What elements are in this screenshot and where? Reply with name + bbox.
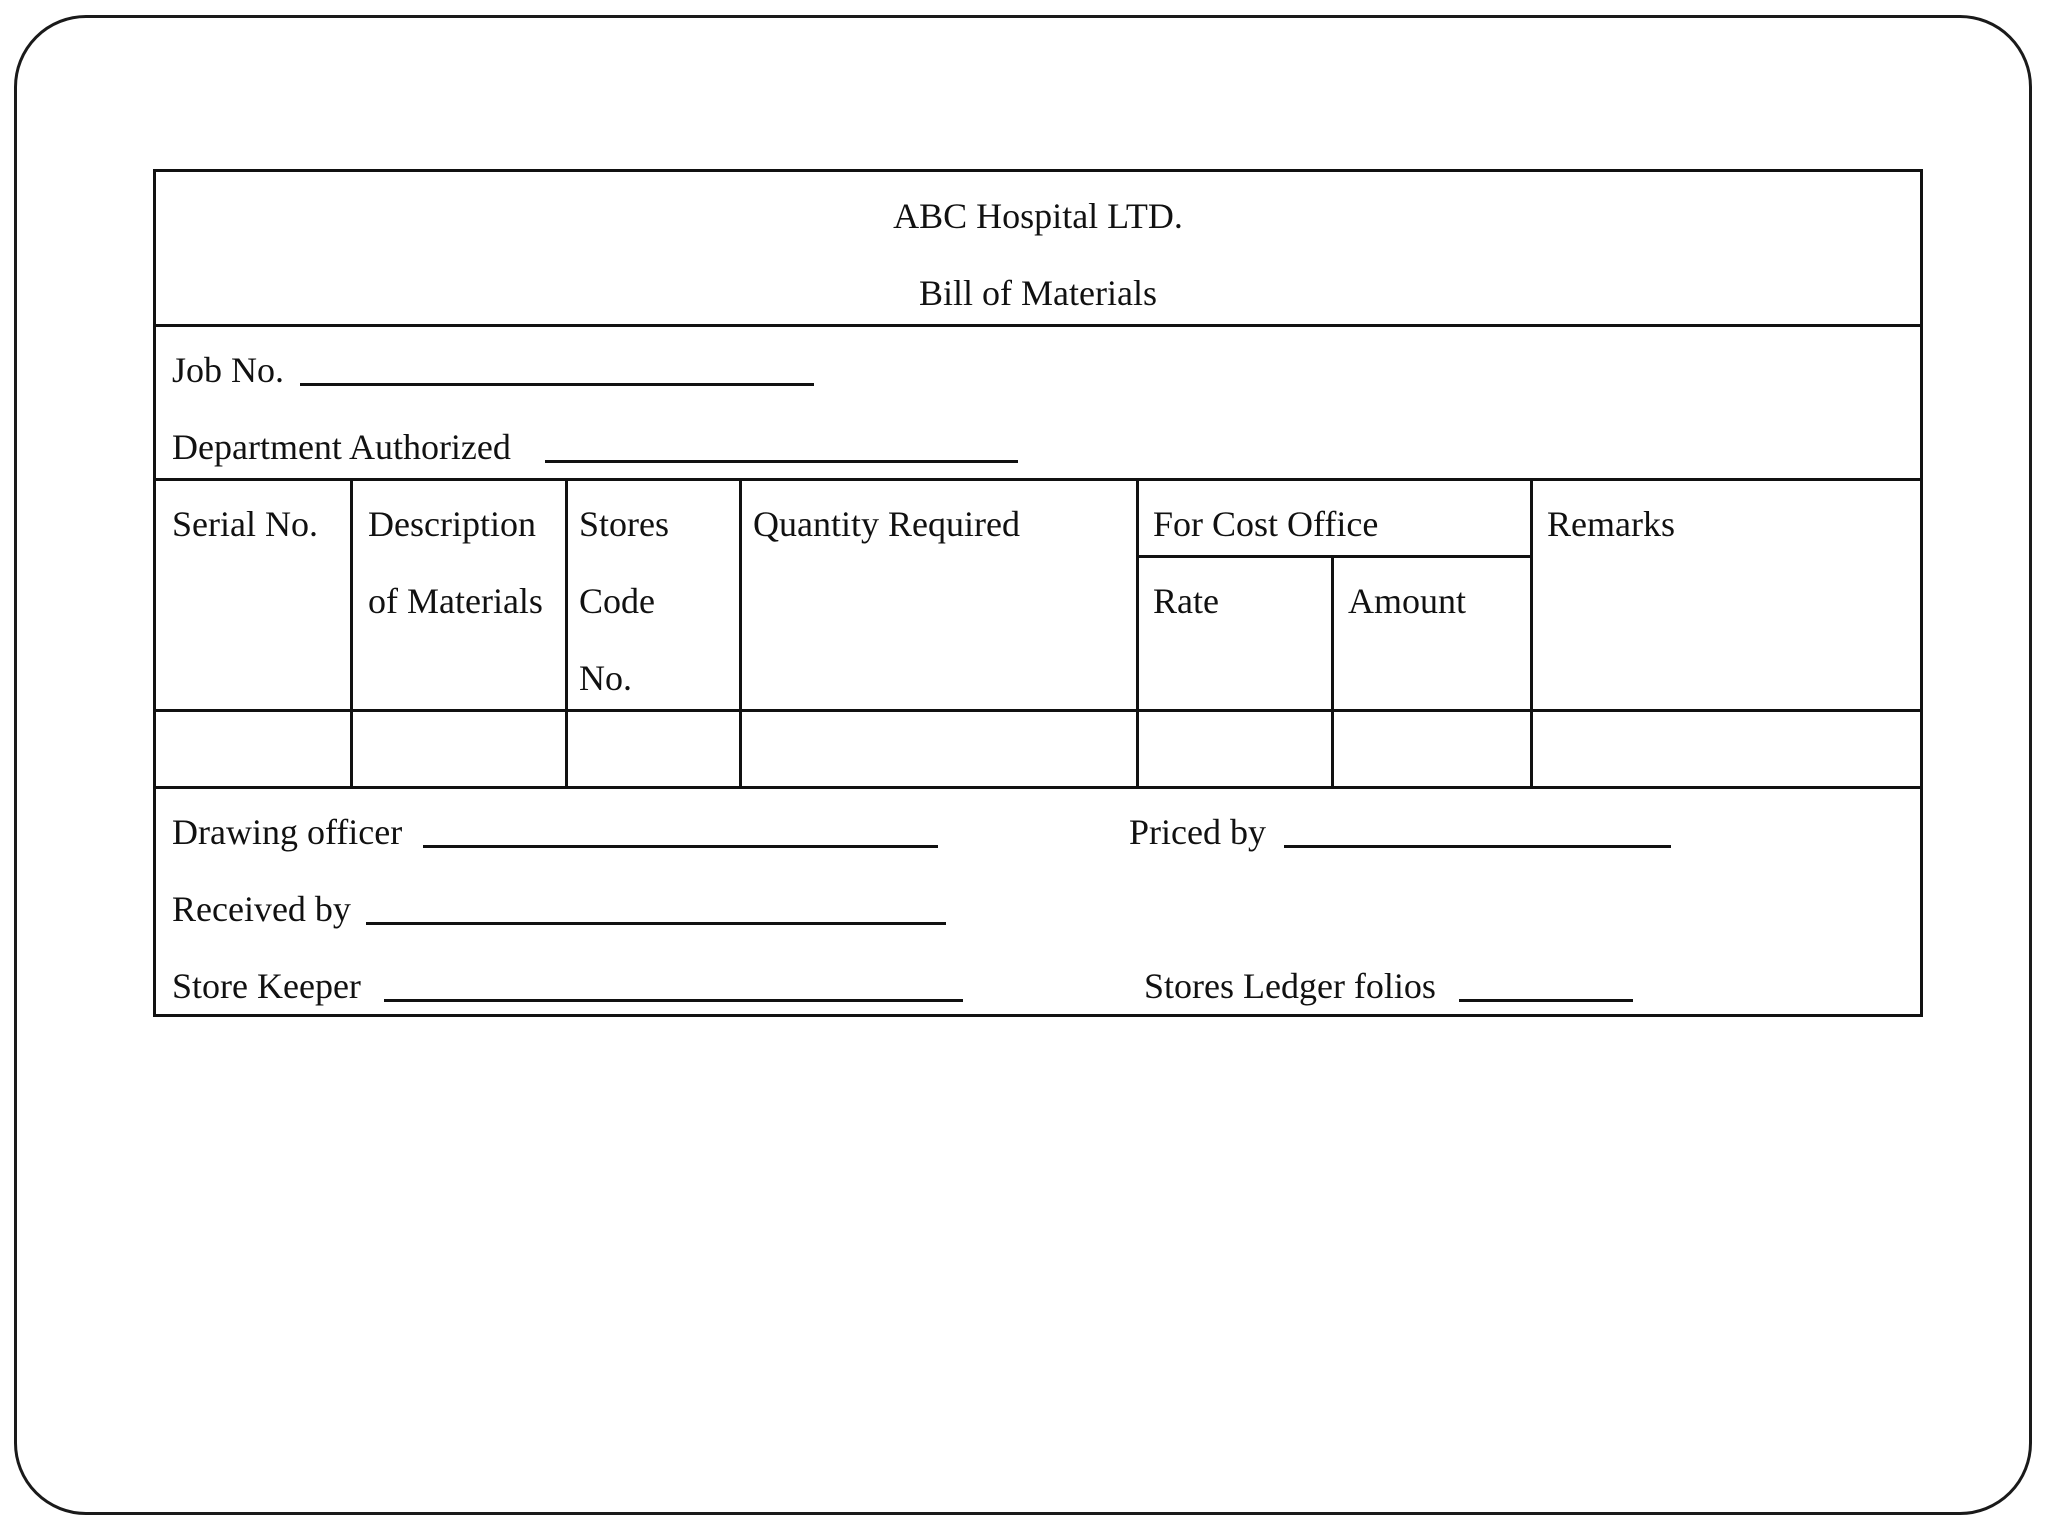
col-for-cost-office: For Cost Office [1153,504,1379,544]
col-description-line1: Description [368,504,536,544]
stores-ledger-folios-label: Stores Ledger folios [1144,966,1436,1006]
col-quantity-required: Quantity Required [753,504,1020,544]
drawing-officer-field[interactable] [423,845,938,848]
store-keeper-label: Store Keeper [172,966,361,1006]
received-by-field[interactable] [366,922,946,925]
job-no-label: Job No. [172,350,285,390]
cell-serial-no[interactable] [156,712,350,786]
stores-ledger-folios-field[interactable] [1459,999,1633,1002]
priced-by-field[interactable] [1284,845,1671,848]
col-remarks: Remarks [1547,504,1675,544]
cell-stores-code[interactable] [568,712,739,786]
cell-amount[interactable] [1334,712,1530,786]
col-serial-no: Serial No. [172,504,318,544]
cell-quantity[interactable] [742,712,1136,786]
divider-table-bottom [156,786,1920,789]
store-keeper-field[interactable] [384,999,963,1002]
divider-job [156,478,1920,481]
cell-rate[interactable] [1139,712,1331,786]
job-no-field[interactable] [300,383,814,386]
col-rate: Rate [1153,581,1219,621]
cell-remarks[interactable] [1533,712,1920,786]
divider-header [156,324,1920,327]
received-by-label: Received by [172,889,351,929]
col-stores-code-line3: No. [579,658,632,698]
company-name: ABC Hospital LTD. [893,196,1183,236]
department-authorized-label: Department Authorized [172,427,511,467]
col-stores-code-line1: Stores [579,504,669,544]
cell-description[interactable] [353,712,565,786]
bill-of-materials-form [153,169,1923,1017]
col-description-line2: of Materials [368,581,543,621]
table-row [156,712,1920,786]
col-amount: Amount [1348,581,1467,621]
priced-by-label: Priced by [1129,812,1266,852]
drawing-officer-label: Drawing officer [172,812,403,852]
department-authorized-field[interactable] [545,460,1018,463]
form-title: Bill of Materials [919,273,1157,313]
col-stores-code-line2: Code [579,581,655,621]
